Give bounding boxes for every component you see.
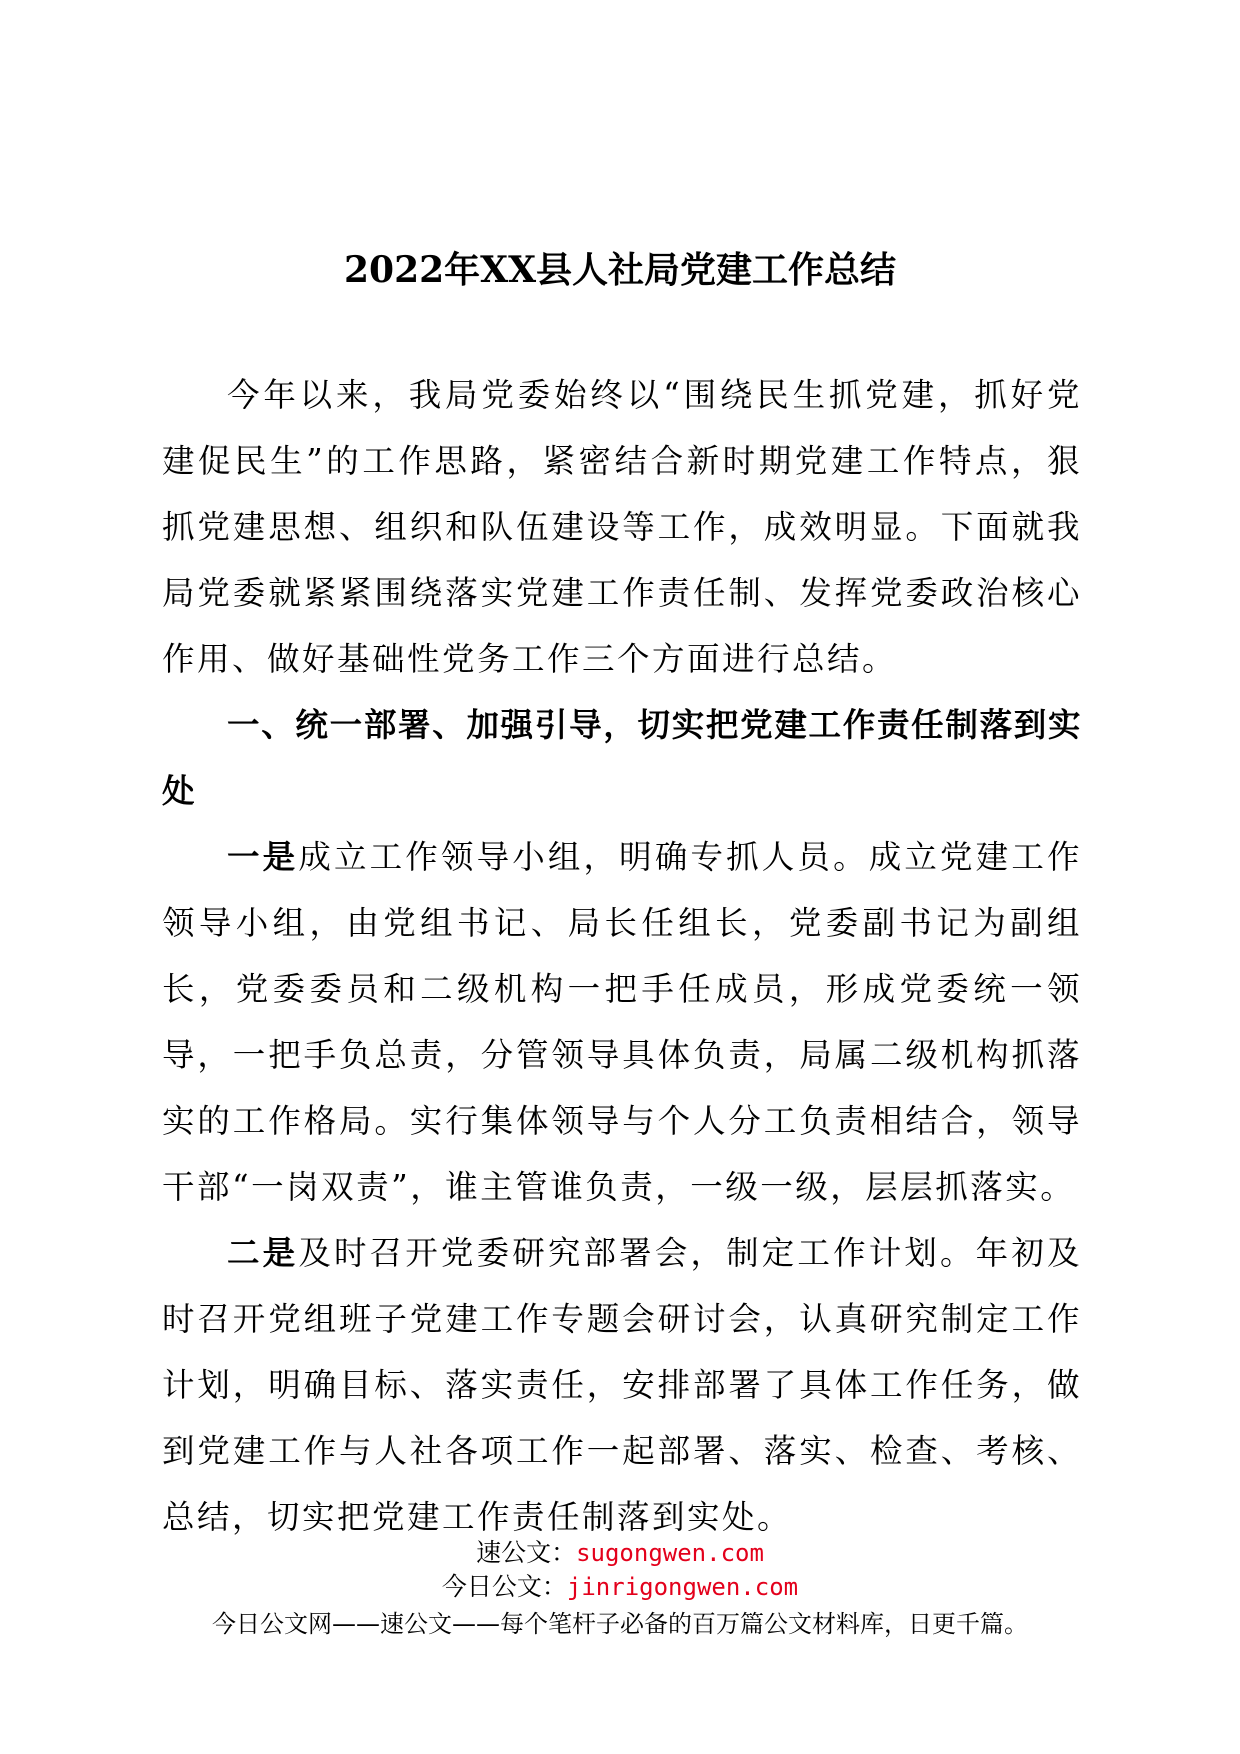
document-title: 2022年XX县人社局党建工作总结 <box>343 249 897 291</box>
point-lead-2: 二是 <box>227 1234 299 1272</box>
point-paragraph-2 <box>162 1220 1082 1550</box>
point-paragraph-1 <box>162 824 1082 1220</box>
footer-label-sugongwen: 速公文： <box>476 1538 577 1567</box>
document-body <box>162 362 1082 1550</box>
footer-link-jinrigongwen[interactable]: jinrigongwen.com <box>566 1573 799 1601</box>
footer-label-jinrigongwen: 今日公文： <box>441 1572 567 1601</box>
footer-watermark <box>0 1536 1240 1644</box>
footer-line-sugongwen <box>0 1536 1240 1570</box>
intro-paragraph: 今年以来，我局党委始终以“围绕民生抓党建，抓好党建促民生”的工作思路，紧密结合新时期党建工作特点，狠抓党建思想、组织和队伍建设等工作，成效明显。下面就我局党委就紧紧围绕落实党建工作责任制、发挥党委政治核心作用、做好基础性党务工作三个方面进行总结。 <box>162 376 1082 678</box>
footer-slogan: 今日公文网——速公文——每个笔杆子必备的百万篇公文材料库，日更千篇。 <box>212 1610 1028 1638</box>
section-heading-1: 一、统一部署、加强引导，切实把党建工作责任制落到实处 <box>162 706 1082 810</box>
point-text-1: 成立工作领导小组，明确专抓人员。成立党建工作领导小组，由党组书记、局长任组长，党委副书记为副组长，党委委员和二级机构一把手任成员，形成党委统一领导，一把手负总责，分管领导具体负责，局属二级机构抓落实的工作格局。实行集体领导与个人分工负责相结合，领导干部“一岗双责”，谁主管谁负责，一级一级，层层抓落实。 <box>162 838 1082 1206</box>
footer-line-jinrigongwen <box>0 1570 1240 1604</box>
footer-link-sugongwen[interactable]: sugongwen.com <box>576 1539 764 1567</box>
point-lead-1: 一是 <box>227 838 299 876</box>
point-text-2: 及时召开党委研究部署会，制定工作计划。年初及时召开党组班子党建工作专题会研讨会，认真研究制定工作计划，明确目标、落实责任，安排部署了具体工作任务，做到党建工作与人社各项工作一起部署、落实、检查、考核、总结，切实把党建工作责任制落到实处。 <box>162 1234 1082 1536</box>
